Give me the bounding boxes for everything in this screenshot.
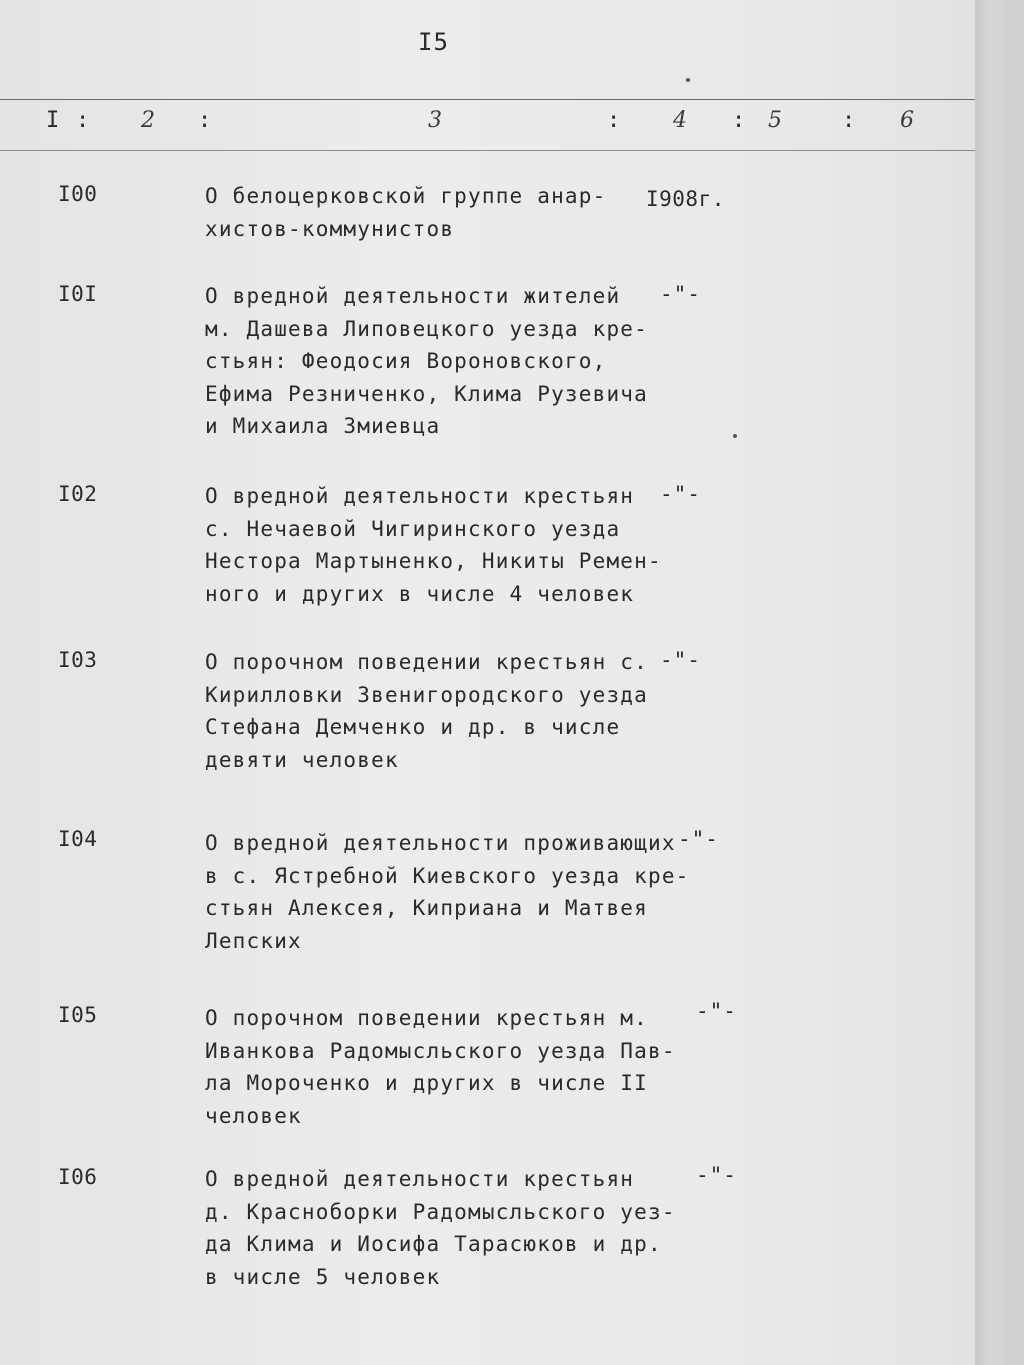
entry-line: Нестора Мартыненко, Никиты Ремен- (205, 549, 662, 573)
column-header-3: 3 (428, 108, 442, 133)
entry-line: с. Нечаевой Чигиринского уезда (205, 516, 621, 541)
ditto-mark: -"- (660, 648, 701, 672)
entry-line: Стефана Демченко и др. в числе (205, 715, 621, 739)
entry-line: О белоцерковской группе анар- (205, 184, 607, 208)
entry-line: О вредной деятельности жителей (205, 284, 621, 308)
entry-line: О вредной деятельности проживающих (205, 831, 676, 855)
entry-line: Кирилловки Звенигородского уезда (205, 682, 648, 707)
entry-line: м. Дашева Липовецкого уезда кре- (205, 316, 648, 341)
entry-number: I03 (58, 648, 98, 672)
ditto-mark: -"- (696, 999, 737, 1023)
entry-description (205, 1002, 676, 1132)
entry-line: О вредной деятельности крестьян (205, 1167, 635, 1191)
ditto-mark: -"- (696, 1163, 737, 1187)
entry-description (205, 180, 606, 245)
header-bottom-rule (0, 150, 975, 151)
entry-line: хистов-коммунистов (205, 216, 455, 241)
entry-line: и Михаила Змиевца (205, 414, 441, 438)
column-separator: : (198, 108, 212, 133)
entry-line: О порочном поведении крестьян с. (205, 650, 648, 674)
paper-speck (733, 434, 737, 438)
entry-line: О порочном поведении крестьян м. (205, 1006, 648, 1030)
entry-number: I05 (58, 1003, 98, 1027)
entry-line: стьян Алексея, Киприана и Матвея (205, 896, 648, 920)
entry-description (205, 1163, 676, 1293)
ditto-mark: -"- (660, 482, 701, 506)
entry-line: д. Красноборки Радомысльского уез- (205, 1199, 676, 1224)
entry-line: Иванкова Радомысльского уезда Пав- (205, 1038, 676, 1063)
entry-number: I04 (58, 827, 98, 851)
column-separator: : (732, 108, 746, 133)
ditto-mark: -"- (678, 827, 719, 851)
entry-description (205, 646, 648, 776)
next-page-edge (975, 0, 1024, 1365)
column-header-2: 2 (141, 108, 155, 133)
entry-description (205, 280, 648, 443)
entry-line: да Клима и Иосифа Тарасюков и др. (205, 1232, 662, 1256)
page-number: I5 (418, 28, 449, 56)
column-separator: : (76, 108, 90, 133)
entry-line: в с. Ястребной Киевского уезда кре- (205, 863, 690, 888)
header-top-rule (0, 99, 975, 100)
entry-line: ного и других в числе 4 человек (205, 581, 635, 606)
entry-line: Лепских (205, 928, 302, 953)
entry-line: человек (205, 1103, 302, 1128)
entry-number: I0I (58, 282, 98, 306)
entry-date: I908г. (646, 187, 725, 211)
column-separator: : (842, 108, 856, 133)
entry-description (205, 827, 690, 957)
entry-line: девяти человек (205, 747, 399, 772)
column-header-1: I (46, 108, 60, 133)
column-separator: : (607, 108, 621, 133)
entry-line: стьян: Феодосия Вороновского, (205, 349, 607, 373)
column-header-5: 5 (768, 108, 782, 133)
paper-speck (686, 78, 690, 82)
ditto-mark: -"- (660, 282, 701, 306)
entry-description (205, 480, 662, 610)
entry-number: I06 (58, 1165, 98, 1189)
entry-number: I02 (58, 482, 98, 506)
entry-number: I00 (58, 182, 98, 206)
entry-line: в числе 5 человек (205, 1264, 441, 1289)
entry-line: ла Мороченко и других в числе II (205, 1071, 648, 1095)
column-header-4: 4 (673, 108, 687, 133)
entry-line: О вредной деятельности крестьян (205, 484, 635, 508)
entry-line: Ефима Резниченко, Клима Рузевича (205, 381, 648, 406)
column-header-6: 6 (900, 108, 914, 133)
